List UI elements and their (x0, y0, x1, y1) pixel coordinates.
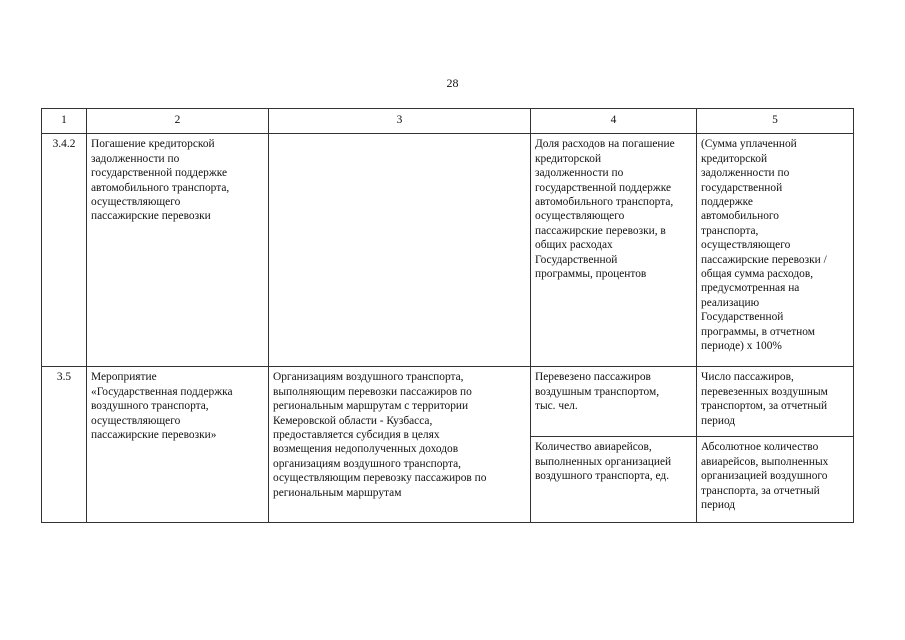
indicator-formula: (Сумма уплаченной кредиторской задолженности по государственной поддержке автомобильного транспорта, осуществляющего пассажирские перевозки / общая сумма расходов, предусмотренная на реализацию Государственной программы, в отчетном периоде) x 100% (697, 134, 854, 367)
table-header-row (42, 109, 854, 134)
indicator-name: Доля расходов на погашение кредиторской задолженности по государственной поддержке автомобильного транспорта, осуществляющего пассажирские перевозки, в общих расходах Государственной программы, процентов (531, 134, 697, 367)
table-row-3-5-a (42, 367, 854, 437)
indicator-formula: Абсолютное количество авиарейсов, выполненных организацией воздушного транспорта, за отчетный период (697, 437, 854, 523)
table-row-3-4-2 (42, 134, 854, 367)
indicator-formula: Число пассажиров, перевезенных воздушным транспортом, за отчетный период (697, 367, 854, 437)
measure-name: Погашение кредиторской задолженности по государственной поддержке автомобильного транспорта, осуществляющего пассажирские перевозки (87, 134, 269, 367)
indicator-name: Количество авиарейсов, выполненных организацией воздушного транспорта, ед. (531, 437, 697, 523)
header-cell-3: 3 (269, 109, 531, 134)
measure-description (269, 134, 531, 367)
header-cell-5: 5 (697, 109, 854, 134)
header-cell-4: 4 (531, 109, 697, 134)
row-number: 3.4.2 (42, 134, 87, 367)
row-number: 3.5 (42, 367, 87, 523)
header-cell-2: 2 (87, 109, 269, 134)
measure-name: Мероприятие «Государственная поддержка воздушного транспорта, осуществляющего пассажирские перевозки» (87, 367, 269, 523)
indicator-name: Перевезено пассажиров воздушным транспортом, тыс. чел. (531, 367, 697, 437)
header-cell-1: 1 (42, 109, 87, 134)
measures-table (41, 108, 854, 523)
page-number: 28 (446, 76, 459, 90)
measure-description: Организациям воздушного транспорта, выполняющим перевозки пассажиров по региональным маршрутам с территории Кемеровской области - Кузбасса, предоставляется субсидия в целях возмещения недополученных доходов организациям воздушного транспорта, осуществляющим перевозку пассажиров по региональным маршрутам (269, 367, 531, 523)
